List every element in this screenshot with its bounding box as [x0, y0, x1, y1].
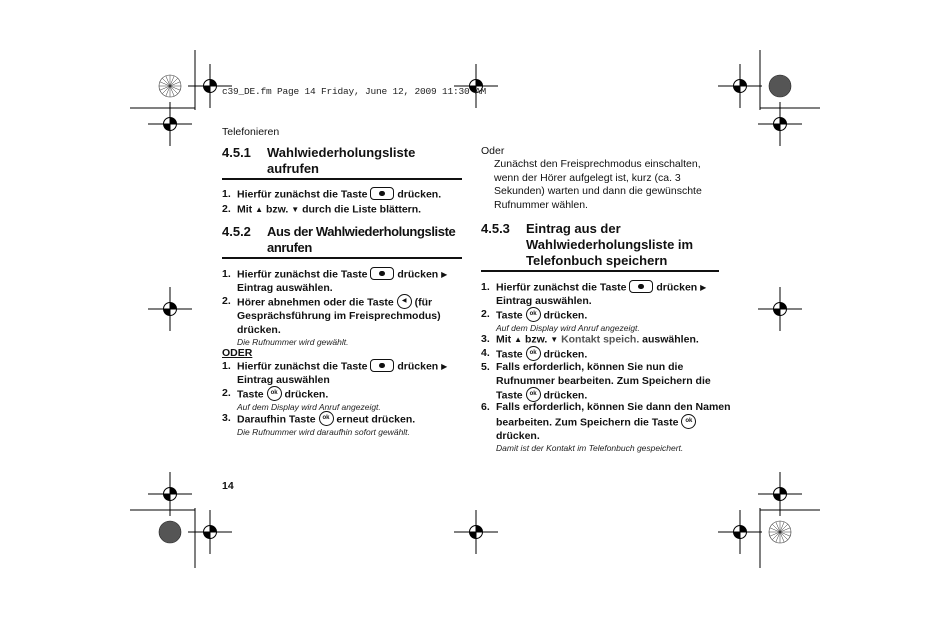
menu-key-icon [370, 359, 394, 372]
heading-rule [222, 178, 462, 180]
heading-title: Aus der Wahlwiederholungsliste anrufen [267, 224, 456, 255]
up-arrow-icon: ▲ [255, 205, 264, 214]
down-arrow-icon: ▼ [550, 335, 559, 344]
heading-rule [222, 257, 462, 259]
ok-key-icon: ok [526, 307, 541, 322]
print-header: c39_DE.fm Page 14 Friday, June 12, 2009 11:30 AM [222, 86, 487, 97]
down-arrow-icon: ▼ [291, 205, 300, 214]
note: Die Rufnummer wird daraufhin sofort gewählt. [237, 427, 410, 437]
menu-key-icon [629, 280, 653, 293]
steps-4-5-1: 1. Hierfür zunächst die Taste drücken. 2. Mit ▲ bzw. ▼ durch die Liste blättern. [222, 188, 442, 216]
heading-number: 4.5.1 [222, 145, 251, 160]
up-arrow-icon: ▲ [514, 335, 523, 344]
heading-number: 4.5.2 [222, 224, 251, 239]
menu-key-icon [370, 267, 394, 280]
right-arrow-icon: ▶ [700, 283, 707, 292]
note: Damit ist der Kontakt im Telefonbuch gespeichert. [496, 443, 684, 453]
heading-rule [481, 270, 719, 272]
oder-label: Oder [481, 145, 505, 157]
ok-key-icon: ok [526, 387, 541, 402]
ok-key-icon: ok [681, 414, 696, 429]
speaker-key-icon: ◀ [397, 294, 412, 309]
section-label: Telefonieren [222, 126, 280, 138]
menu-key-icon [370, 187, 394, 200]
ok-key-icon: ok [526, 346, 541, 361]
heading-title: Eintrag aus der Wahlwiederholungsliste im Telefonbuch speichern [526, 221, 694, 268]
note: Auf dem Display wird Anruf angezeigt. [237, 402, 381, 412]
heading-4-5-1 [222, 145, 462, 179]
ok-key-icon: ok [267, 386, 282, 401]
heading-number: 4.5.3 [481, 221, 510, 236]
paragraph: Zunächst den Freisprechmodus einschalten, wenn der Hörer aufgelegt ist, kurz (ca. 3 Sekunden) warten und dann die gewünschte Rufnummer wählen. [494, 158, 702, 211]
note: Die Rufnummer wird gewählt. [237, 337, 349, 347]
note: Auf dem Display wird Anruf angezeigt. [496, 323, 640, 333]
page-number: 14 [222, 480, 234, 492]
steps-4-5-3: 1. Hierfür zunächst die Taste drücken ▶ Eintrag auswählen. 2. Taste ok drücken. Auf dem Display wird Anruf angezeigt. 3. Mit ▲ bzw. ▼ Kontakt speich. auswählen. 4. Taste ok drücken. 5. Falls erforderlich, können Sie nun die Rufnummer bearbeiten. Zum Speichern die Taste ok drücken. 6. Falls erforderlich, können Sie dann den Namen bearbeiten. Zum Speichern die Taste ok drücken. Damit ist der Kontakt im Telefonbuch gespeichert. [481, 281, 721, 456]
heading-title: Wahlwiederholungsliste aufrufen [267, 145, 416, 176]
steps-4-5-2: 1. Hierfür zunächst die Taste drücken ▶ Eintrag auswählen. 2. Hörer abnehmen oder die Taste ◀ (für Gesprächsführung im Freisprechmodus) drücken. Die Rufnummer wird gewählt. ODER 1. Hierfür zunächst die Taste drücken ▶ Eintrag auswählen 2. Taste ok drücken. Auf dem Display wird Anruf angezeigt. 3. Daraufhin Taste ok erneut drücken. Die Rufnummer wird daraufhin sofort gewählt. [222, 268, 462, 443]
ok-key-icon: ok [319, 411, 334, 426]
heading-4-5-2 [222, 224, 462, 258]
heading-4-5-3 [481, 221, 721, 271]
right-arrow-icon: ▶ [441, 270, 448, 279]
right-arrow-icon: ▶ [441, 362, 448, 371]
oder-label: ODER [222, 347, 253, 359]
